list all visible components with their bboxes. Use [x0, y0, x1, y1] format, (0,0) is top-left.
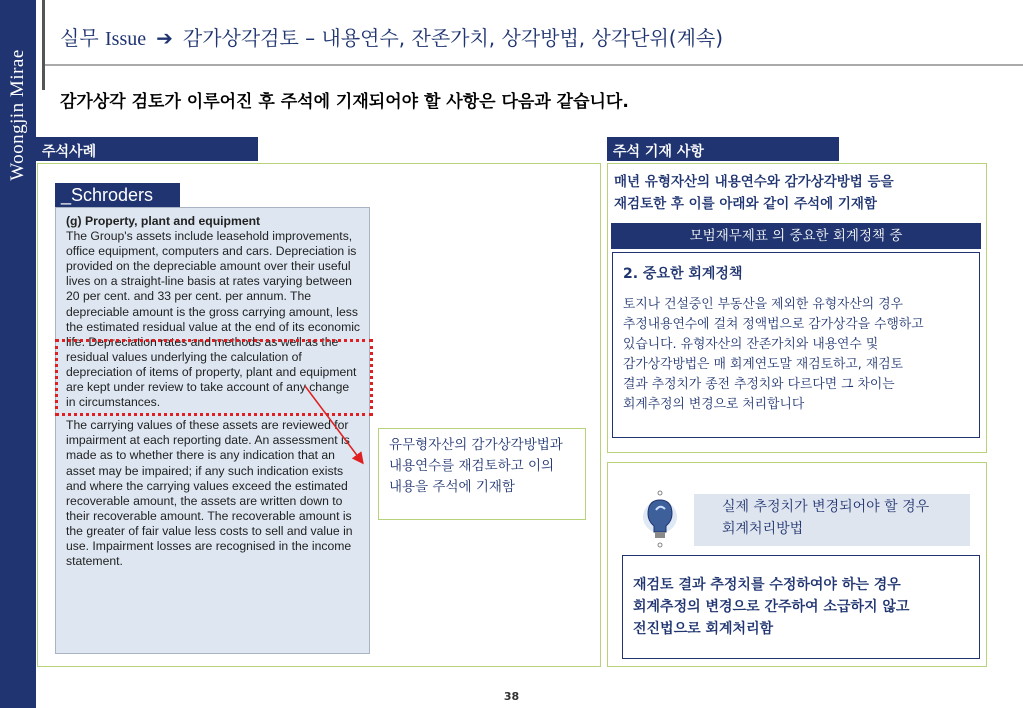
policy-line: 있습니다. 유형자산의 잔존가치와 내용연수 및 [623, 337, 879, 352]
policy-title: 2. 중요한 회계정책 [623, 266, 743, 282]
excerpt-paragraph-2: The carrying values of these assets are reviewed for impairment at each reporting date. An assessment is made as to whether there is any indication that an asset may be impaired; if any such indication exists and where the carrying values exceed the estimated recoverable amount, the assets are written down to their recoverable amount. The recoverable amount is the greater of fair value less costs to sell and value in use. Impairment losses are recognised in the income statement. [66, 418, 353, 569]
annual-line: 재검토한 후 이를 아래와 같이 주석에 기재함 [614, 196, 877, 212]
policy-line: 감가상각방법은 매 회계연도말 재검토하고, 재검토 [623, 357, 903, 372]
excerpt-paragraph-1: The Group's assets include leasehold improvements, office equipment, computers and cars. Depreciation is provided on the depreciable amount over their useful lives on a straight-line basis at rates varying between 20 per cent. and 33 per cent. per annum. The depreciable amount is the gross carrying amount, less the estimated residual value at the end of its economic life. Depreciation rates and methods as well as the residual values underlying the calculation of depreciation of items of property, plant and equipment are kept under review to take account of any change in circumstances. [66, 229, 361, 410]
annual-line: 매년 유형자산의 내용연수와 감가상각방법 등을 [614, 174, 894, 190]
actual-line: 회계처리방법 [722, 521, 804, 537]
policy-line: 결과 추정치가 종전 추정치와 다르다면 그 차이는 [623, 377, 895, 392]
right-panel-heading: 주석 기재 사항 [607, 137, 839, 161]
excerpt-heading: (g) Property, plant and equipment [66, 214, 261, 228]
remedy-line: 전진법으로 회계처리함 [633, 621, 774, 637]
intro-text: 감가상각 검토가 이루어진 후 주석에 기재되어야 할 사항은 다음과 같습니다. [60, 92, 629, 112]
title-prefix: 실무 [60, 26, 99, 50]
remedy-line: 재검토 결과 추정치를 수정하여야 하는 경우 [633, 577, 901, 593]
accounting-treatment-box [622, 555, 980, 659]
actual-change-box [694, 494, 970, 546]
brand-text: Woongjin Mirae [7, 49, 28, 181]
callout-note [378, 428, 586, 520]
page-number: 38 [503, 690, 520, 703]
policy-box [612, 252, 980, 438]
policy-line: 추정내용연수에 걸쳐 정액법으로 감가상각을 수행하고 [623, 317, 924, 332]
company-tag: _Schroders [55, 183, 180, 207]
left-panel-heading: 주석사례 [36, 137, 258, 161]
annual-review-text [614, 171, 974, 215]
callout-line: 내용연수를 재검토하고 이의 [389, 458, 555, 474]
policy-line: 토지나 건설중인 부동산을 제외한 유형자산의 경우 [623, 297, 903, 312]
callout-line: 유무형자산의 감가상각방법과 [389, 437, 563, 453]
title-main: 감가상각검토 – 내용연수, 잔존가치, 상각방법, 상각단위(계속) [182, 26, 724, 50]
model-statements-heading: 모범재무제표 의 중요한 회계정책 중 [611, 223, 981, 249]
arrow-right-icon: ➔ [156, 26, 173, 50]
actual-line: 실제 추정치가 변경되어야 할 경우 [722, 499, 930, 515]
lightbulb-icon [636, 490, 684, 548]
policy-text [623, 295, 969, 415]
policy-line: 회계추정의 변경으로 처리합니다 [623, 397, 805, 412]
title-issue: Issue [105, 28, 147, 50]
remedy-line: 회계추정의 변경으로 간주하여 소급하지 않고 [633, 599, 910, 615]
callout-line: 내용을 주석에 기재함 [389, 479, 515, 495]
